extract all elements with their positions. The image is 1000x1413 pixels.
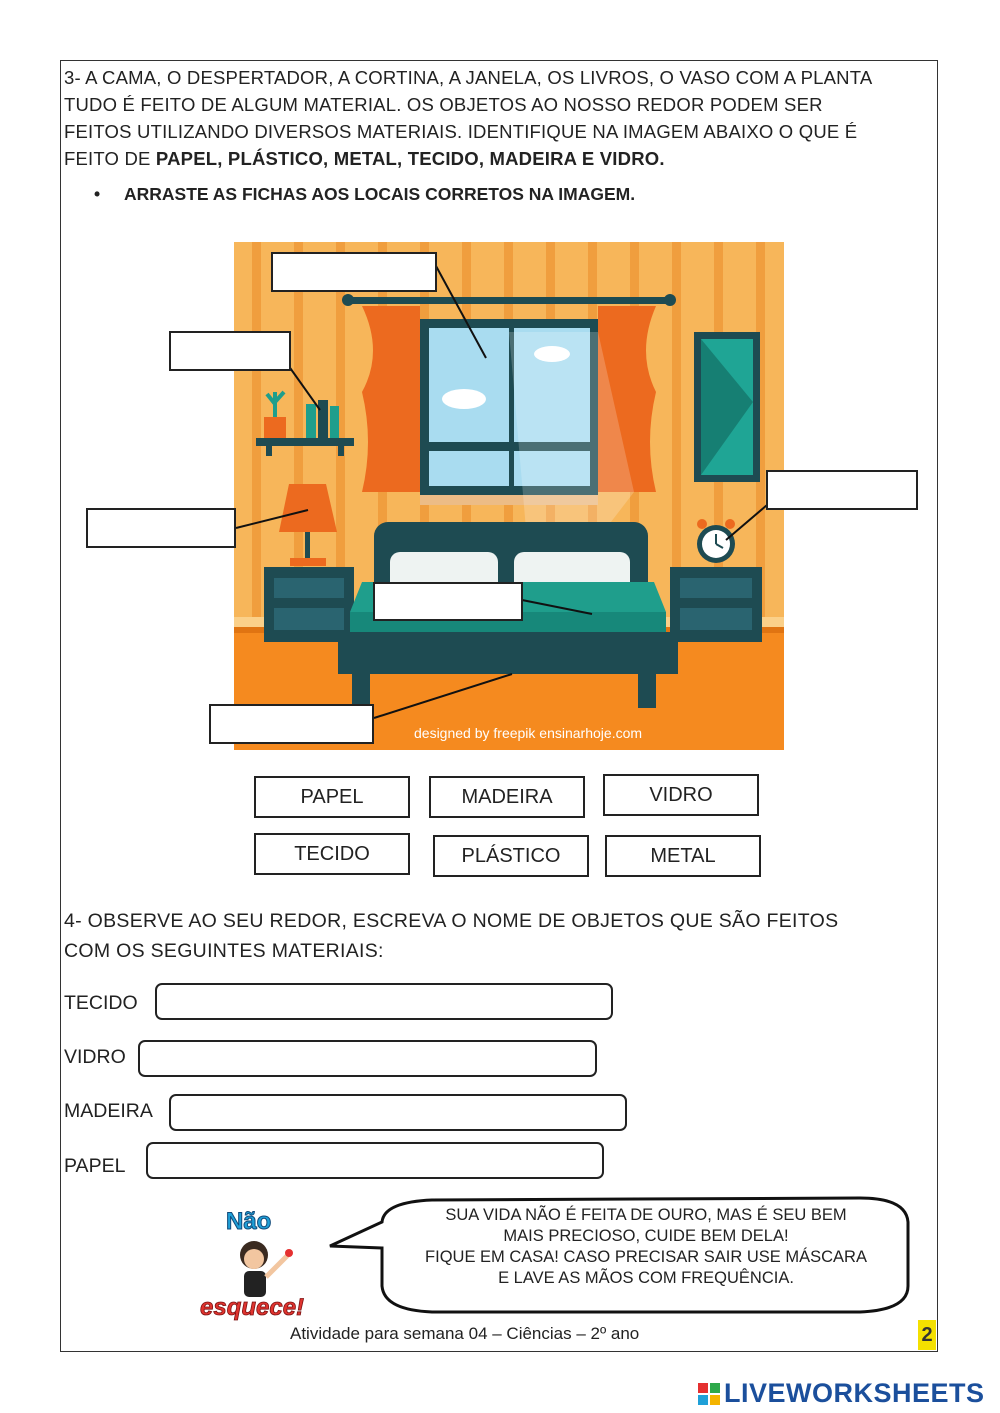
reminder-message: SUA VIDA NÃO É FEITA DE OURO, MAS É SEU BEM MAIS PRECIOSO, CUIDE BEM DELA! FIQUE EM CASA! CASO PRECISAR SAIR USE MÁSCARA E LAVE AS MÃOS COM FREQUÊNCIA. <box>425 1206 867 1287</box>
liveworksheets-brand: LIVEWORKSHEETS <box>698 1378 985 1409</box>
chip-vidro[interactable]: VIDRO <box>603 774 759 816</box>
q3-line: FEITO DE PAPEL, PLÁSTICO, METAL, TECIDO, MADEIRA E VIDRO. <box>64 148 665 169</box>
label-tecido: TECIDO <box>64 992 138 1014</box>
label-madeira: MADEIRA <box>64 1100 153 1122</box>
watermark: designed by freepik ensinarhoje.com <box>414 725 643 741</box>
footer-text: Atividade para semana 04 – Ciências – 2º ano <box>290 1324 640 1343</box>
chip-plastico[interactable]: PLÁSTICO <box>433 835 589 877</box>
chip-madeira[interactable]: MADEIRA <box>429 776 585 818</box>
label-papel: PAPEL <box>64 1155 126 1177</box>
instruction: • ARRASTE AS FICHAS AOS LOCAIS CORRETOS NA IMAGEM. <box>94 184 636 204</box>
chip-metal[interactable]: METAL <box>605 835 761 877</box>
materials-list: PAPEL, PLÁSTICO, METAL, TECIDO, MADEIRA E VIDRO. <box>155 148 665 169</box>
q3-line: TUDO É FEITO DE ALGUM MATERIAL. OS OBJETOS AO NOSSO REDOR PODEM SER <box>64 94 823 115</box>
question-4-text: 4- OBSERVE AO SEU REDOR, ESCREVA O NOME DE OBJETOS QUE SÃO FEITOS COM OS SEGUINTES MATERIAIS: <box>64 910 839 962</box>
input-tecido[interactable] <box>155 983 613 1020</box>
nao-esquece-logo <box>196 1205 316 1330</box>
input-vidro[interactable] <box>138 1040 597 1077</box>
input-madeira[interactable] <box>169 1094 627 1131</box>
drop-box-bed-frame[interactable] <box>209 704 374 744</box>
q3-line: FEITOS UTILIZANDO DIVERSOS MATERIAIS. IDENTIFIQUE NA IMAGEM ABAIXO O QUE É <box>64 121 858 142</box>
input-papel[interactable] <box>146 1142 604 1179</box>
drop-box-window[interactable] <box>271 252 437 292</box>
drop-box-books[interactable] <box>169 331 291 371</box>
bullet-icon: • <box>94 184 101 204</box>
svg-text:esquece!: esquece! <box>200 1294 305 1321</box>
svg-text:Não: Não <box>226 1208 272 1235</box>
drop-box-bedsheet[interactable] <box>373 582 523 621</box>
q3-line: 3- A CAMA, O DESPERTADOR, A CORTINA, A JANELA, OS LIVROS, O VASO COM A PLANTA <box>64 67 873 88</box>
chip-tecido[interactable]: TECIDO <box>254 833 410 875</box>
drop-box-clock[interactable] <box>766 470 918 510</box>
chip-papel[interactable]: PAPEL <box>254 776 410 818</box>
page-number: 2 <box>918 1320 936 1350</box>
drop-box-lamp[interactable] <box>86 508 236 548</box>
liveworksheets-logo-icon <box>698 1383 720 1405</box>
label-vidro: VIDRO <box>64 1046 126 1068</box>
